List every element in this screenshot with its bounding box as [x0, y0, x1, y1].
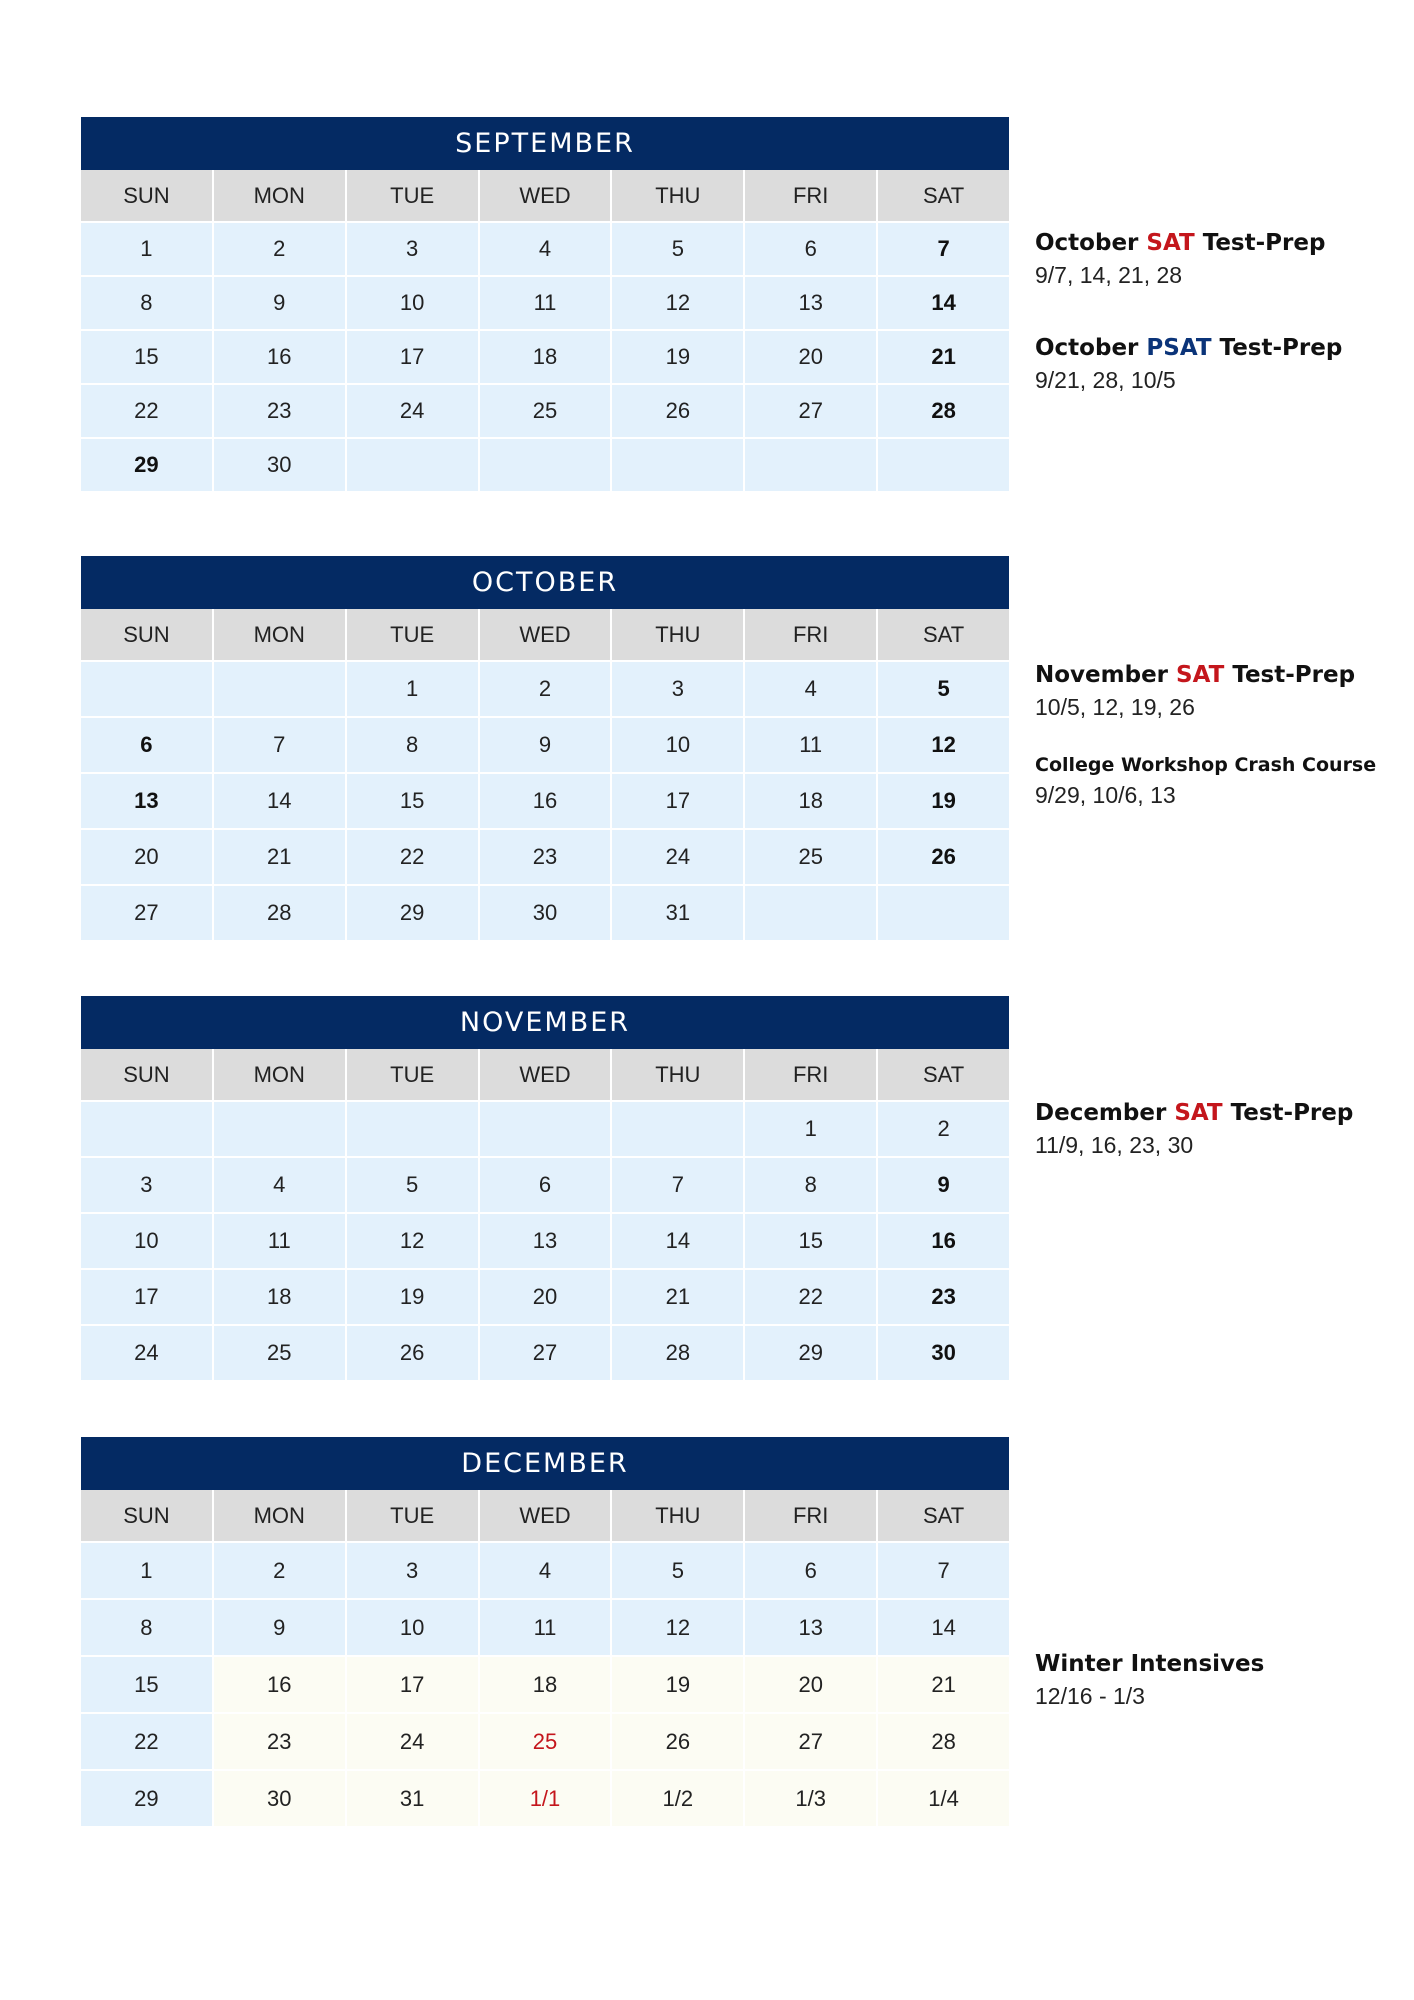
day-cell: 23: [480, 830, 611, 886]
day-cell: 6: [745, 223, 876, 277]
day-cell: 22: [81, 1714, 212, 1771]
day-cell: 21: [878, 331, 1009, 385]
empty-day-cell: [480, 439, 611, 493]
day-cell: 13: [745, 277, 876, 331]
weekday-header: WED: [480, 609, 611, 662]
day-cell: 1: [81, 1543, 212, 1600]
day-cell: 26: [612, 385, 743, 439]
day-cell: 29: [745, 1326, 876, 1382]
day-cell: 28: [612, 1326, 743, 1382]
weekday-header: TUE: [347, 1049, 478, 1102]
empty-day-cell: [878, 886, 1009, 942]
day-cell: 22: [81, 385, 212, 439]
day-cell: 22: [745, 1270, 876, 1326]
day-cell: 25: [480, 1714, 611, 1771]
day-cell: 19: [612, 331, 743, 385]
day-cell: 12: [612, 1600, 743, 1657]
day-cell: 14: [878, 1600, 1009, 1657]
day-cell: 14: [214, 774, 345, 830]
day-cell: 8: [81, 1600, 212, 1657]
weekday-header: WED: [480, 1049, 611, 1102]
day-cell: 24: [347, 385, 478, 439]
day-cell: 25: [214, 1326, 345, 1382]
weekday-header: TUE: [347, 1490, 478, 1543]
weekday-header: SUN: [81, 1490, 212, 1543]
day-cell: 3: [347, 1543, 478, 1600]
empty-day-cell: [81, 1102, 212, 1158]
day-cell: 6: [480, 1158, 611, 1214]
day-cell: 12: [612, 277, 743, 331]
note-winter-intensives: [1035, 1651, 1405, 1710]
day-cell: 24: [347, 1714, 478, 1771]
day-cell: 30: [480, 886, 611, 942]
day-cell: 14: [878, 277, 1009, 331]
day-cell: 28: [214, 886, 345, 942]
day-cell: 20: [480, 1270, 611, 1326]
day-cell: 11: [480, 277, 611, 331]
calendar-november: [81, 996, 1009, 1382]
day-cell: 20: [81, 830, 212, 886]
day-cell: 2: [214, 223, 345, 277]
empty-day-cell: [214, 1102, 345, 1158]
day-cell: 13: [81, 774, 212, 830]
day-cell: 1/2: [612, 1771, 743, 1828]
weekday-header: FRI: [745, 1049, 876, 1102]
note-college-workshop: [1035, 754, 1405, 809]
note-dates: 9/7, 14, 21, 28: [1035, 262, 1183, 288]
day-cell: 5: [612, 223, 743, 277]
note-october-sat: [1035, 230, 1405, 289]
day-cell: 12: [878, 718, 1009, 774]
day-cell: 26: [612, 1714, 743, 1771]
day-cell: 22: [347, 830, 478, 886]
weekday-header: THU: [612, 170, 743, 223]
day-cell: 7: [214, 718, 345, 774]
day-cell: 27: [745, 1714, 876, 1771]
day-cell: 9: [214, 277, 345, 331]
day-cell: 6: [745, 1543, 876, 1600]
day-cell: 27: [745, 385, 876, 439]
day-cell: 16: [480, 774, 611, 830]
weekday-header: SAT: [878, 1490, 1009, 1543]
day-cell: 10: [347, 277, 478, 331]
day-cell: 11: [480, 1600, 611, 1657]
day-cell: 19: [347, 1270, 478, 1326]
day-cell: 28: [878, 385, 1009, 439]
day-cell: 2: [878, 1102, 1009, 1158]
weekday-header: MON: [214, 1049, 345, 1102]
weekday-header: WED: [480, 1490, 611, 1543]
month-title: DECEMBER: [81, 1437, 1009, 1490]
day-cell: 12: [347, 1214, 478, 1270]
day-cell: 18: [745, 774, 876, 830]
day-cell: 18: [480, 1657, 611, 1714]
calendar-grid: [81, 1490, 1009, 1828]
weekday-header: SAT: [878, 609, 1009, 662]
note-title: October SAT Test-Prep: [1035, 230, 1326, 256]
weekday-header: THU: [612, 1049, 743, 1102]
day-cell: 8: [745, 1158, 876, 1214]
day-cell: 25: [745, 830, 876, 886]
day-cell: 7: [878, 1543, 1009, 1600]
day-cell: 31: [612, 886, 743, 942]
day-cell: 27: [480, 1326, 611, 1382]
day-cell: 2: [214, 1543, 345, 1600]
day-cell: 27: [81, 886, 212, 942]
day-cell: 21: [214, 830, 345, 886]
weekday-header: TUE: [347, 609, 478, 662]
day-cell: 29: [347, 886, 478, 942]
day-cell: 17: [612, 774, 743, 830]
day-cell: 5: [347, 1158, 478, 1214]
day-cell: 4: [480, 223, 611, 277]
day-cell: 31: [347, 1771, 478, 1828]
day-cell: 1: [745, 1102, 876, 1158]
day-cell: 5: [612, 1543, 743, 1600]
day-cell: 9: [480, 718, 611, 774]
day-cell: 8: [81, 277, 212, 331]
day-cell: 11: [214, 1214, 345, 1270]
note-dates: 9/21, 28, 10/5: [1035, 367, 1176, 393]
empty-day-cell: [612, 1102, 743, 1158]
day-cell: 10: [612, 718, 743, 774]
day-cell: 23: [214, 1714, 345, 1771]
day-cell: 17: [81, 1270, 212, 1326]
month-title: SEPTEMBER: [81, 117, 1009, 170]
calendar-grid: [81, 170, 1009, 493]
weekday-header: FRI: [745, 1490, 876, 1543]
empty-day-cell: [347, 1102, 478, 1158]
day-cell: 29: [81, 1771, 212, 1828]
note-title: College Workshop Crash Course: [1035, 754, 1377, 776]
day-cell: 15: [81, 331, 212, 385]
weekday-header: MON: [214, 1490, 345, 1543]
weekday-header: THU: [612, 1490, 743, 1543]
weekday-header: SAT: [878, 170, 1009, 223]
calendar-december: [81, 1437, 1009, 1828]
day-cell: 23: [878, 1270, 1009, 1326]
day-cell: 8: [347, 718, 478, 774]
note-dates: 12/16 - 1/3: [1035, 1683, 1145, 1709]
day-cell: 18: [214, 1270, 345, 1326]
day-cell: 16: [878, 1214, 1009, 1270]
day-cell: 10: [81, 1214, 212, 1270]
note-title: December SAT Test-Prep: [1035, 1100, 1354, 1126]
note-title: November SAT Test-Prep: [1035, 662, 1356, 688]
calendar-october: [81, 556, 1009, 942]
day-cell: 24: [81, 1326, 212, 1382]
day-cell: 9: [878, 1158, 1009, 1214]
note-dates: 9/29, 10/6, 13: [1035, 782, 1176, 808]
empty-day-cell: [878, 439, 1009, 493]
day-cell: 1/1: [480, 1771, 611, 1828]
day-cell: 19: [612, 1657, 743, 1714]
weekday-header: THU: [612, 609, 743, 662]
calendar-september: [81, 117, 1009, 493]
day-cell: 3: [81, 1158, 212, 1214]
weekday-header: MON: [214, 609, 345, 662]
calendar-grid: [81, 609, 1009, 942]
day-cell: 16: [214, 1657, 345, 1714]
day-cell: 17: [347, 331, 478, 385]
day-cell: 5: [878, 662, 1009, 718]
day-cell: 7: [612, 1158, 743, 1214]
day-cell: 25: [480, 385, 611, 439]
day-cell: 11: [745, 718, 876, 774]
calendar-grid: [81, 1049, 1009, 1382]
month-title: OCTOBER: [81, 556, 1009, 609]
day-cell: 24: [612, 830, 743, 886]
day-cell: 30: [214, 1771, 345, 1828]
day-cell: 18: [480, 331, 611, 385]
day-cell: 16: [214, 331, 345, 385]
weekday-header: MON: [214, 170, 345, 223]
day-cell: 13: [480, 1214, 611, 1270]
weekday-header: TUE: [347, 170, 478, 223]
day-cell: 23: [214, 385, 345, 439]
day-cell: 3: [612, 662, 743, 718]
day-cell: 1: [347, 662, 478, 718]
day-cell: 13: [745, 1600, 876, 1657]
empty-day-cell: [745, 886, 876, 942]
day-cell: 19: [878, 774, 1009, 830]
note-november-sat: [1035, 662, 1405, 721]
note-december-sat: [1035, 1100, 1405, 1159]
note-title: Winter Intensives: [1035, 1651, 1265, 1677]
day-cell: 17: [347, 1657, 478, 1714]
day-cell: 29: [81, 439, 212, 493]
weekday-header: SUN: [81, 170, 212, 223]
empty-day-cell: [480, 1102, 611, 1158]
day-cell: 4: [745, 662, 876, 718]
weekday-header: WED: [480, 170, 611, 223]
weekday-header: SUN: [81, 609, 212, 662]
note-dates: 11/9, 16, 23, 30: [1035, 1132, 1194, 1158]
day-cell: 20: [745, 331, 876, 385]
day-cell: 28: [878, 1714, 1009, 1771]
day-cell: 4: [480, 1543, 611, 1600]
day-cell: 21: [878, 1657, 1009, 1714]
day-cell: 21: [612, 1270, 743, 1326]
day-cell: 15: [745, 1214, 876, 1270]
day-cell: 14: [612, 1214, 743, 1270]
day-cell: 15: [347, 774, 478, 830]
weekday-header: SUN: [81, 1049, 212, 1102]
day-cell: 1/4: [878, 1771, 1009, 1828]
note-dates: 10/5, 12, 19, 26: [1035, 694, 1195, 720]
day-cell: 26: [347, 1326, 478, 1382]
day-cell: 30: [214, 439, 345, 493]
note-title: October PSAT Test-Prep: [1035, 335, 1343, 361]
note-october-psat: [1035, 335, 1405, 394]
empty-day-cell: [745, 439, 876, 493]
month-title: NOVEMBER: [81, 996, 1009, 1049]
day-cell: 9: [214, 1600, 345, 1657]
empty-day-cell: [214, 662, 345, 718]
day-cell: 7: [878, 223, 1009, 277]
day-cell: 30: [878, 1326, 1009, 1382]
day-cell: 26: [878, 830, 1009, 886]
empty-day-cell: [347, 439, 478, 493]
day-cell: 1: [81, 223, 212, 277]
weekday-header: FRI: [745, 609, 876, 662]
day-cell: 2: [480, 662, 611, 718]
day-cell: 6: [81, 718, 212, 774]
day-cell: 3: [347, 223, 478, 277]
weekday-header: SAT: [878, 1049, 1009, 1102]
weekday-header: FRI: [745, 170, 876, 223]
day-cell: 10: [347, 1600, 478, 1657]
day-cell: 15: [81, 1657, 212, 1714]
day-cell: 1/3: [745, 1771, 876, 1828]
empty-day-cell: [612, 439, 743, 493]
empty-day-cell: [81, 662, 212, 718]
day-cell: 20: [745, 1657, 876, 1714]
day-cell: 4: [214, 1158, 345, 1214]
